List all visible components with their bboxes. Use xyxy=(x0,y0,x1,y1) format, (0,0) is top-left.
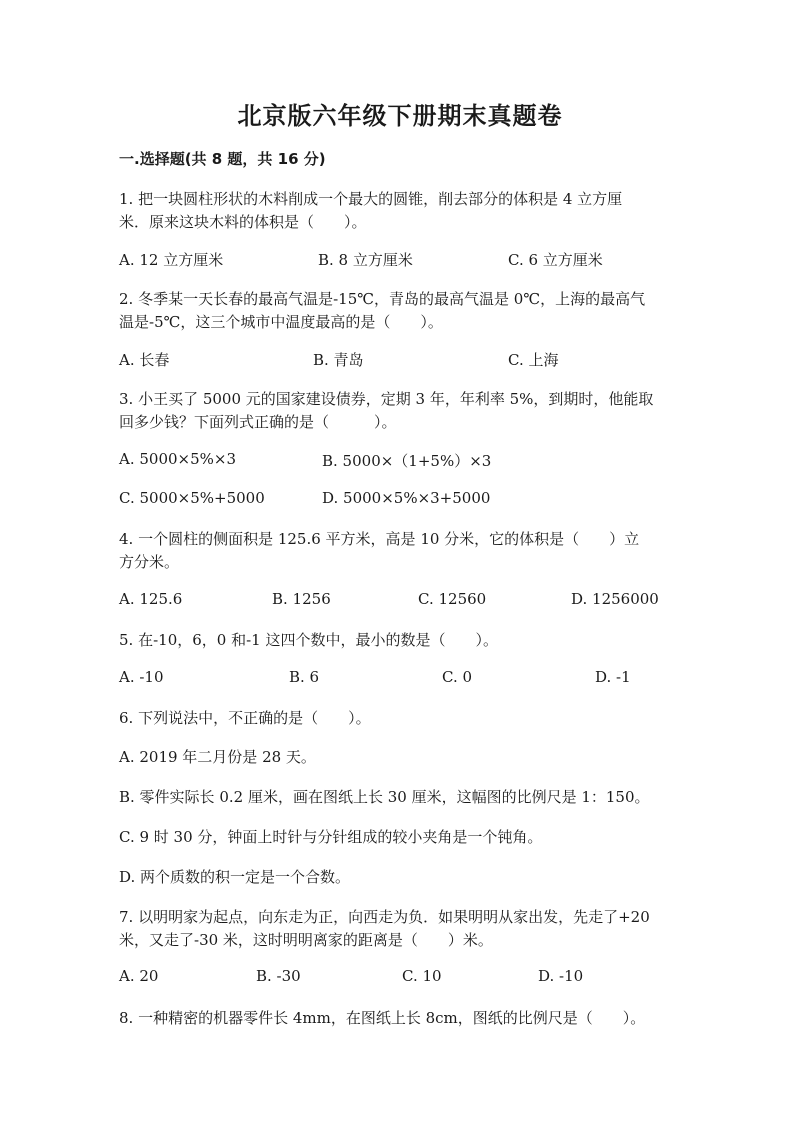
question-4-option-b: B. 1256 xyxy=(272,590,331,608)
question-7-text-cont: 米，又走了-30 米，这时明明离家的距离是（ ）米。 xyxy=(119,931,493,949)
question-4-option-a: A. 125.6 xyxy=(119,590,183,608)
question-5-text: 5. 在-10，6，0 和-1 这四个数中，最小的数是（ ）。 xyxy=(119,631,498,649)
question-7-option-d: D. -10 xyxy=(538,967,584,985)
question-3-option-d: D. 5000×5%×3+5000 xyxy=(322,489,491,507)
section-heading: 一.选择题(共 8 题，共 16 分) xyxy=(119,150,326,168)
question-5-option-b: B. 6 xyxy=(289,668,320,686)
question-3-text-cont: 回多少钱？下面列式正确的是（ ）。 xyxy=(119,413,397,431)
question-6-option-d: D. 两个质数的积一定是一个合数。 xyxy=(119,868,351,886)
question-7-option-b: B. -30 xyxy=(256,967,301,985)
question-2-option-c: C. 上海 xyxy=(508,351,559,369)
question-3-option-a: A. 5000×5%×3 xyxy=(119,450,237,468)
question-4-option-c: C. 12560 xyxy=(418,590,487,608)
question-1-text-cont: 米．原来这块木料的体积是（ ）。 xyxy=(119,213,367,231)
question-7-option-a: A. 20 xyxy=(119,967,159,985)
question-2-text: 2. 冬季某一天长春的最高气温是-15℃，青岛的最高气温是 0℃，上海的最高气 xyxy=(119,290,646,308)
question-1-option-a: A. 12 立方厘米 xyxy=(119,251,224,269)
question-3-option-c: C. 5000×5%+5000 xyxy=(119,489,265,507)
question-3-text: 3. 小王买了 5000 元的国家建设债券，定期 3 年，年利率 5%，到期时，他能取 xyxy=(119,390,654,408)
question-3-option-b: B. 5000×（1+5%）×3 xyxy=(322,452,492,470)
question-4-text: 4. 一个圆柱的侧面积是 125.6 平方米，高是 10 分米，它的体积是（ ）立 xyxy=(119,530,640,548)
question-4-text-cont: 方分米。 xyxy=(119,553,180,571)
question-8-text: 8. 一种精密的机器零件长 4mm，在图纸上长 8cm，图纸的比例尺是（ ）。 xyxy=(119,1009,646,1027)
question-1-option-b: B. 8 立方厘米 xyxy=(318,251,413,269)
question-2-text-cont: 温是-5℃，这三个城市中温度最高的是（ ）。 xyxy=(119,313,443,331)
question-7-text: 7. 以明明家为起点，向东走为正，向西走为负．如果明明从家出发，先走了+20 xyxy=(119,908,650,926)
question-6-text: 6. 下列说法中，不正确的是（ ）。 xyxy=(119,709,371,727)
question-4-option-d: D. 1256000 xyxy=(571,590,659,608)
question-2-option-b: B. 青岛 xyxy=(313,351,364,369)
question-6-option-a: A. 2019 年二月份是 28 天。 xyxy=(119,748,316,766)
question-6-option-c: C. 9 时 30 分，钟面上时针与分针组成的较小夹角是一个钝角。 xyxy=(119,828,543,846)
question-5-option-d: D. -1 xyxy=(595,668,631,686)
question-1-option-c: C. 6 立方厘米 xyxy=(508,251,603,269)
question-1-text: 1. 把一块圆柱形状的木料削成一个最大的圆锥，削去部分的体积是 4 立方厘 xyxy=(119,190,623,208)
question-6-option-b: B. 零件实际长 0.2 厘米，画在图纸上长 30 厘米，这幅图的比例尺是 1：150。 xyxy=(119,788,650,806)
question-5-option-c: C. 0 xyxy=(442,668,473,686)
page-title: 北京版六年级下册期末真题卷 xyxy=(237,102,563,130)
question-2-option-a: A. 长春 xyxy=(119,351,170,369)
question-5-option-a: A. -10 xyxy=(119,668,164,686)
question-7-option-c: C. 10 xyxy=(402,967,442,985)
